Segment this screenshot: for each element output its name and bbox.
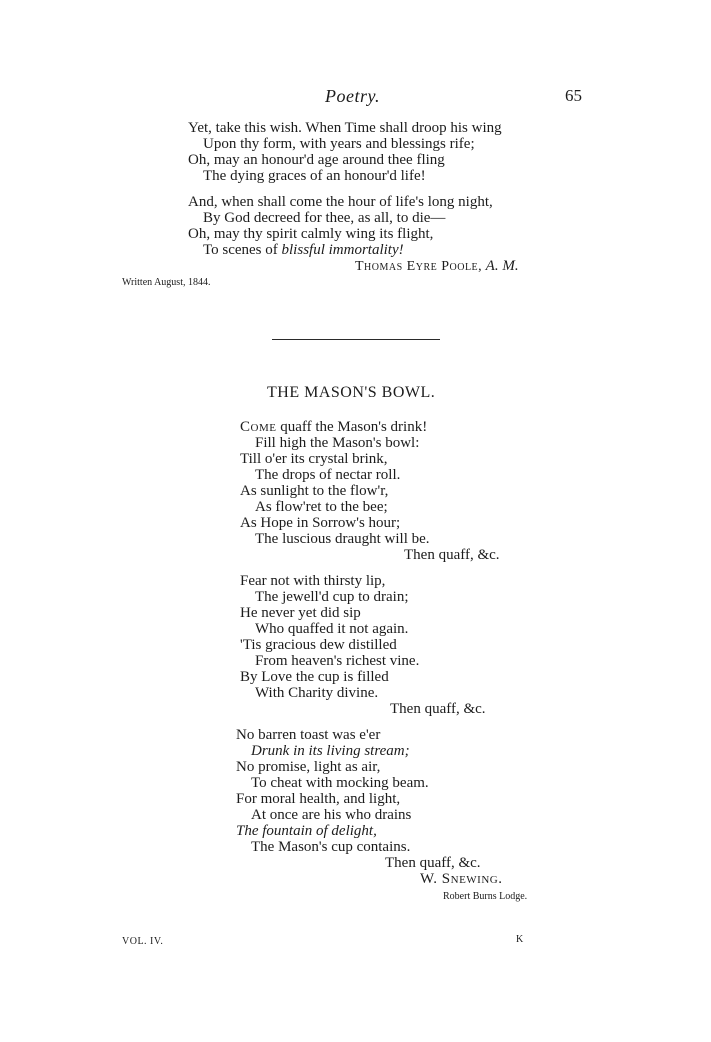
- verse-text: quaff the Mason's drink!: [276, 419, 428, 435]
- verse-line: 'Tis gracious dew distilled: [240, 637, 397, 653]
- verse-line: [240, 419, 427, 435]
- verse-line: From heaven's richest vine.: [255, 653, 420, 669]
- verse-line: Upon thy form, with years and blessings rife;: [203, 136, 475, 152]
- refrain: Then quaff, &c.: [404, 547, 500, 563]
- verse-line: Oh, may an honour'd age around thee fling: [188, 152, 445, 168]
- verse-line: The drops of nectar roll.: [255, 467, 401, 483]
- verse-line: By God decreed for thee, as all, to die—: [203, 210, 446, 226]
- page-number: 65: [565, 86, 582, 105]
- verse-line: Who quaffed it not again.: [255, 621, 409, 637]
- verse-line: As flow'ret to the bee;: [255, 499, 388, 515]
- verse-line: No promise, light as air,: [236, 759, 381, 775]
- verse-text: To scenes of: [203, 242, 282, 258]
- verse-text-italic: blissful immortality!: [281, 242, 404, 258]
- poem-title: THE MASON'S BOWL.: [267, 384, 436, 401]
- verse-line: He never yet did sip: [240, 605, 361, 621]
- verse-line: And, when shall come the hour of life's long night,: [188, 194, 493, 210]
- running-head: Poetry.: [325, 86, 380, 106]
- author-degree: A. M.: [485, 258, 519, 274]
- verse-line: For moral health, and light,: [236, 791, 401, 807]
- verse-line: As Hope in Sorrow's hour;: [240, 515, 401, 531]
- author-signature: [355, 258, 519, 275]
- author-signature: W. Snewing.: [420, 871, 503, 887]
- verse-line: The jewell'd cup to drain;: [255, 589, 409, 605]
- verse-line: To cheat with mocking beam.: [251, 775, 429, 791]
- refrain: Then quaff, &c.: [390, 701, 486, 717]
- author-name: Thomas Eyre Poole,: [355, 259, 483, 274]
- verse-line: With Charity divine.: [255, 685, 379, 701]
- verse-line: The fountain of delight,: [236, 823, 377, 839]
- verse-line: No barren toast was e'er: [236, 727, 381, 743]
- verse-line: At once are his who drains: [251, 807, 412, 823]
- verse-line: [203, 242, 404, 258]
- verse-line: Yet, take this wish. When Time shall droop his wing: [188, 120, 502, 136]
- lodge-name: Robert Burns Lodge.: [443, 891, 528, 902]
- date-note: Written August, 1844.: [122, 277, 211, 288]
- verse-line: The luscious draught will be.: [255, 531, 430, 547]
- section-divider: [272, 339, 440, 340]
- refrain: Then quaff, &c.: [385, 855, 481, 871]
- verse-line: Fear not with thirsty lip,: [240, 573, 386, 589]
- volume-mark: VOL. IV.: [122, 936, 164, 947]
- verse-line: Drunk in its living stream;: [251, 743, 410, 759]
- verse-line: The dying graces of an honour'd life!: [203, 168, 426, 184]
- verse-line: As sunlight to the flow'r,: [240, 483, 389, 499]
- verse-line: Till o'er its crystal brink,: [240, 451, 388, 467]
- verse-line: By Love the cup is filled: [240, 669, 389, 685]
- verse-line: Fill high the Mason's bowl:: [255, 435, 420, 451]
- verse-line: The Mason's cup contains.: [251, 839, 411, 855]
- drop-cap-word: Come: [240, 419, 277, 435]
- verse-line: Oh, may thy spirit calmly wing its flight,: [188, 226, 434, 242]
- signature-mark: K: [516, 934, 524, 945]
